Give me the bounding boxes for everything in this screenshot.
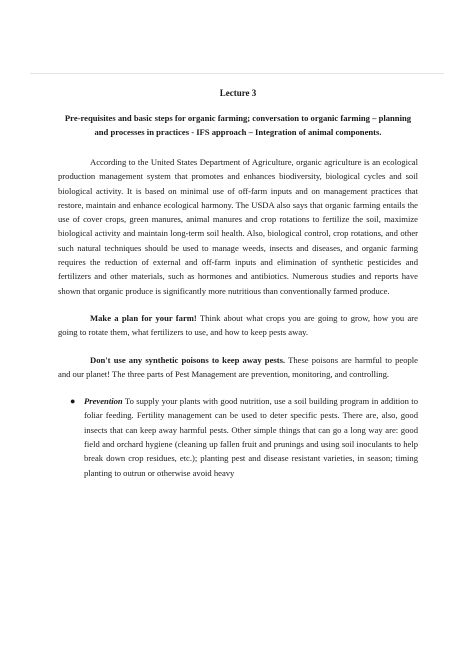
page-content	[58, 87, 418, 480]
intro-paragraph: According to the United States Department of Agriculture, organic agriculture is an ecological production management system that promotes and enhances biodiversity, biological cycles and soil biological activity. It is based on minimal use of off-farm inputs and on management practices that restore, maintain and enhance ecological harmony. The USDA also says that organic farming entails the use of cover crops, green manures, animal manures and crop rotations to fertilize the soil, maximize biological activity and maintain long-term soil health. Also, biological control, crop rotations, and other such natural techniques should be used to manage weeds, insects and diseases, and organic farming requires the reduction of external and off-farm inputs and elimination of synthetic pesticides and fertilizers and other materials, such as hormones and antibiotics. Numerous studies and reports have shown that organic produce is significantly more nutritious than conventionally farmed produce.	[58, 157, 418, 296]
header-divider	[30, 73, 444, 74]
poisons-heading: Don't use any synthetic poisons to keep away pests.	[90, 354, 286, 365]
bullet-icon: ●	[70, 396, 76, 407]
bullet-text: To supply your plants with good nutrition, use a soil building program in addition to foliar feeding. Fertility management can be used to deter specific pests. There are, also, good insects that can keep away harmful pests. Other simple things that can go a long way are: good field and orchard hygiene (cleaning up fallen fruit and prunings and using soil inoculants to help break down crop residues, etc.); planting pest and disease resistant varieties, in season; timing planting to outrun or otherwise avoid heavy	[84, 396, 418, 478]
bullet-term: Prevention	[84, 396, 123, 407]
pest-management-list	[58, 394, 418, 480]
lecture-subtitle: Pre-requisites and basic steps for organic farming; conversation to organic farming – planning and processes in practices - IFS approach – Integration of animal components.	[64, 113, 412, 137]
plan-paragraph	[58, 311, 418, 340]
poisons-text: These poisons are harmful to people and our planet! The three parts of Pest Management are prevention, monitoring, and controlling.	[58, 354, 418, 379]
plan-text: Think about what crops you are going to grow, how you are going to rotate them, what fertilizers to use, and how to keep pests away.	[58, 312, 418, 338]
lecture-title: Lecture 3	[219, 88, 257, 98]
plan-heading: Make a plan for your farm!	[90, 312, 197, 323]
poisons-paragraph	[58, 353, 418, 382]
list-item	[58, 394, 418, 480]
